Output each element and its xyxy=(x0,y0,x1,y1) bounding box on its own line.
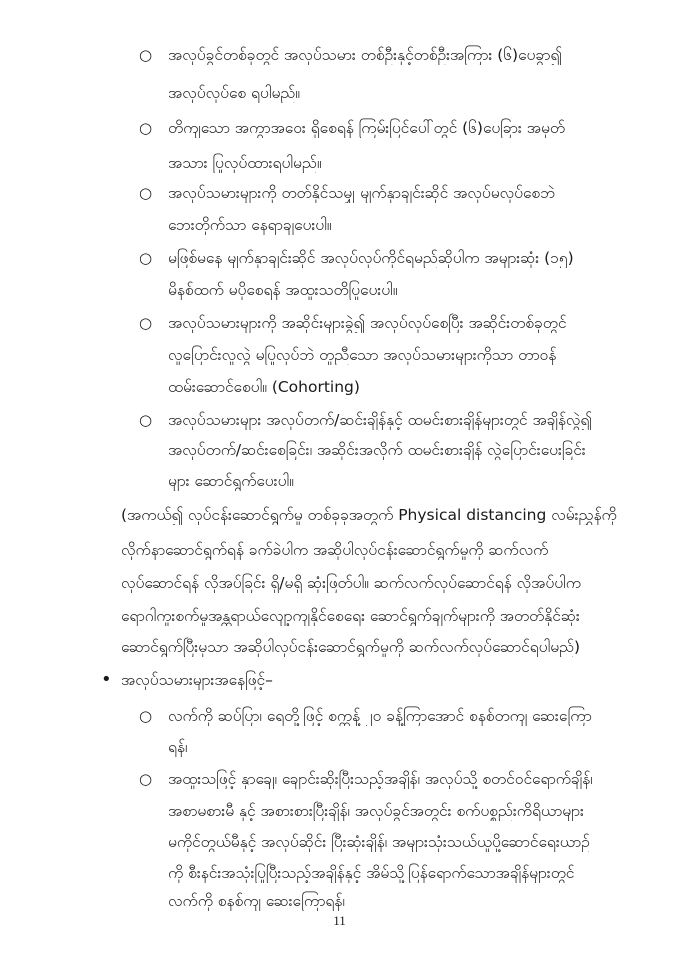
subitem-1-line-1: လက်ကို ဆပ်ပြာ၊ ရေတို့ဖြင့် စက္ကန့် ၂၀ ခန့်ကြာအောင် စနစ်တကျ ဆေးကြော xyxy=(168,707,592,725)
item-6-line-3: များ ဆောင်ရွက်ပေးပါ။ xyxy=(168,472,294,490)
subitem-2-line-5: လက်ကို စနစ်ကျ ဆေးကြောရန်၊ xyxy=(168,892,345,910)
item-3-line-1: အလုပ်သမားများကို တတ်နိုင်သမျှ မျက်နှာချင်းဆိုင် အလုပ်မလုပ်စေဘဲ xyxy=(168,184,556,202)
item-5-line-1: အလုပ်သမားများကို အဆိုင်းများခွဲ၍ အလုပ်လုပ်စေပြီး အဆိုင်းတစ်ခုတွင် xyxy=(168,314,567,332)
paragraph-line-2: လိုက်နာဆောင်ရွက်ရန် ခက်ခဲပါက အဆိုပါလုပ်ငန်းဆောင်ရွက်မှုကို ဆက်လက် xyxy=(121,541,549,559)
circle-bullet-icon: ○ xyxy=(139,707,153,725)
item-5-line-3: ထမ်းဆောင်စေပါ။ (Cohorting) xyxy=(168,378,360,396)
item-2-line-1: တိကျသော အကွာအဝေး ရှိစေရန် ကြမ်းပြင်ပေါ်တွင် (၆)ပေခြား အမှတ် xyxy=(168,119,565,137)
bullet-dot-icon: • xyxy=(101,669,112,690)
subitem-2-line-3: မကိုင်တွယ်မီနှင့် အလုပ်ဆိုင်း ပြီးဆုံးချိန်၊ အများသုံးသယ်ယူပို့ဆောင်ရေးယာဉ် xyxy=(168,833,590,851)
circle-bullet-icon: ○ xyxy=(139,46,153,64)
paragraph-line-4: ရောဂါကူးစက်မှုအန္တရာယ်လျော့ကျနိုင်စေရေး ဆောင်ရွက်ချက်များကို အတတ်နိုင်ဆုံး xyxy=(121,607,580,625)
item-6-line-2: အလုပ်တက်/ဆင်းစေခြင်း၊ အဆိုင်းအလိုက် ထမင်းစားချိန် လွဲပြောင်းပေးခြင်း xyxy=(168,441,586,459)
circle-bullet-icon: ○ xyxy=(139,249,153,267)
subitem-2-line-2: အစာမစားမီ နှင့် အစားစားပြီးချိန်၊ အလုပ်ခွင်အတွင်း စက်ပစ္စည်းကိရိယာများ xyxy=(168,802,584,820)
paragraph-line-5: ဆောင်ရွက်ပြီးမှသာ အဆိုပါလုပ်ငန်းဆောင်ရွက်မှုကို ဆက်လက်လုပ်ဆောင်ရပါမည်) xyxy=(121,638,581,656)
circle-bullet-icon: ○ xyxy=(139,119,153,137)
item-6-line-1: အလုပ်သမားများ အလုပ်တက်/ဆင်းချိန်နှင့် ထမင်းစားချိန်များတွင် အချိန်လွဲ၍ xyxy=(168,411,592,429)
circle-bullet-icon: ○ xyxy=(139,314,153,332)
item-3-line-2: ဘေးတိုက်သာ နေရာချပေးပါ။ xyxy=(168,216,332,234)
bullet-heading: အလုပ်သမားများအနေဖြင့်– xyxy=(121,671,273,689)
subitem-2-line-4: ကို စီးနင်းအသုံးပြုပြီးသည့်အချိန်နှင့် အိမ်သို့ပြန်ရောက်သောအချိန်များတွင် xyxy=(168,864,575,882)
item-4-line-2: မိနစ်ထက် မပိုစေရန် အထူးသတိပြုပေးပါ။ xyxy=(168,281,398,299)
paragraph-line-1: (အကယ်၍ လုပ်ငန်းဆောင်ရွက်မှု တစ်ခုခုအတွက် Physical distancing လမ်းညွှန်ကို xyxy=(121,506,617,524)
circle-bullet-icon: ○ xyxy=(139,411,153,429)
item-4-line-1: မဖြစ်မနေ မျက်နှာချင်းဆိုင် အလုပ်လုပ်ကိုင်ရမည်ဆိုပါက အများဆုံး (၁၅) xyxy=(168,249,574,267)
item-5-line-2: လူပြောင်းလူလွဲ မပြုလုပ်ဘဲ တူညီသော အလုပ်သမားများကိုသာ တာဝန် xyxy=(168,346,557,364)
subitem-1-line-2: ရန်၊ xyxy=(168,738,188,756)
circle-bullet-icon: ○ xyxy=(139,184,153,202)
item-2-line-2: အသား ပြုလုပ်ထားရပါမည်။ xyxy=(168,154,322,172)
subitem-2-line-1: အထူးသဖြင့် နှာချေ၊ ချောင်းဆိုးပြီးသည့်အချိန်၊ အလုပ်သို့ စတင်ဝင်ရောက်ချိန်၊ xyxy=(168,770,593,788)
circle-bullet-icon: ○ xyxy=(139,770,153,788)
item-1-line-2: အလုပ်လုပ်စေ ရပါမည်။ xyxy=(168,84,300,102)
paragraph-line-3: လုပ်ဆောင်ရန် လိုအပ်ခြင်း ရှိ/မရှိ ဆုံးဖြတ်ပါ။ ဆက်လက်လုပ်ဆောင်ရန် လိုအပ်ပါက xyxy=(121,574,581,592)
page-number: 11 xyxy=(333,913,346,928)
item-1-line-1: အလုပ်ခွင်တစ်ခုတွင် အလုပ်သမား တစ်ဦးနှင့်တစ်ဦးအကြား (၆)ပေခွာ၍ xyxy=(168,46,563,64)
